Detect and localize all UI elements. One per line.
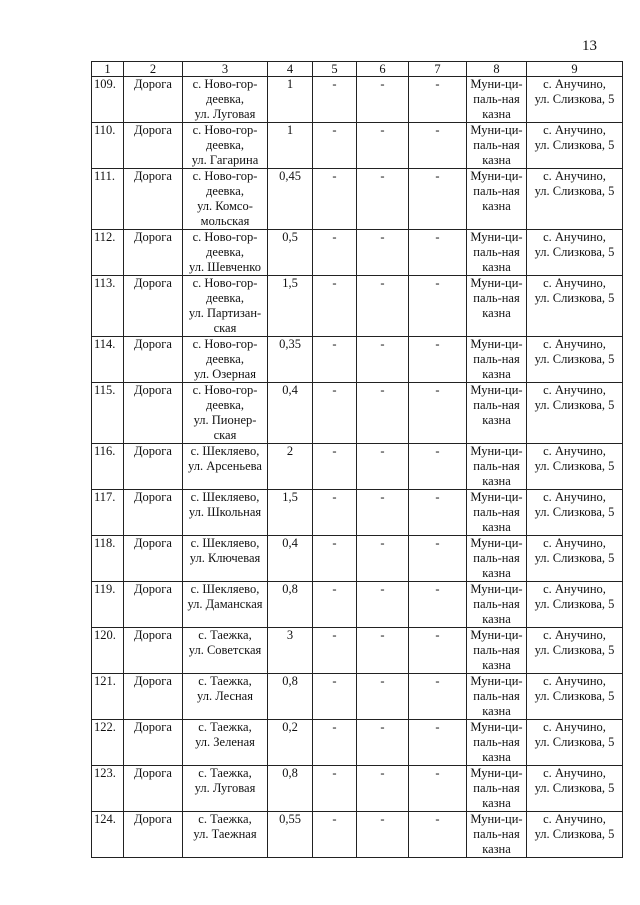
table-row	[92, 383, 623, 444]
table-row	[92, 766, 623, 812]
column-5-value: -	[313, 536, 357, 582]
row-number: 112.	[92, 230, 124, 276]
column-header: 4	[268, 62, 313, 77]
ownership-type: Муни-ци- паль-ная казна	[467, 628, 527, 674]
ownership-type: Муни-ци- паль-ная казна	[467, 276, 527, 337]
object-address: с. Таежка, ул. Зеленая	[183, 720, 268, 766]
object-name: Дорога	[124, 77, 183, 123]
road-length: 0,55	[268, 812, 313, 858]
column-7-value: -	[409, 123, 467, 169]
object-address: с. Шекляево, ул. Школьная	[183, 490, 268, 536]
holder-address: с. Анучино, ул. Слизкова, 5	[527, 383, 623, 444]
table-row	[92, 812, 623, 858]
table-row	[92, 77, 623, 123]
ownership-type: Муни-ци- паль-ная казна	[467, 123, 527, 169]
column-6-value: -	[357, 674, 409, 720]
column-5-value: -	[313, 674, 357, 720]
object-name: Дорога	[124, 628, 183, 674]
row-number: 123.	[92, 766, 124, 812]
holder-address: с. Анучино, ул. Слизкова, 5	[527, 490, 623, 536]
object-address: с. Шекляево, ул. Ключевая	[183, 536, 268, 582]
object-address: с. Ново-гор- деевка, ул. Луговая	[183, 77, 268, 123]
road-length: 0,8	[268, 582, 313, 628]
road-length: 0,45	[268, 169, 313, 230]
property-register-table	[91, 61, 623, 858]
object-address: с. Ново-гор- деевка, ул. Партизан- ская	[183, 276, 268, 337]
object-name: Дорога	[124, 276, 183, 337]
road-length: 0,8	[268, 766, 313, 812]
column-6-value: -	[357, 628, 409, 674]
object-address: с. Таежка, ул. Таежная	[183, 812, 268, 858]
table-row	[92, 490, 623, 536]
object-address: с. Таежка, ул. Лесная	[183, 674, 268, 720]
object-name: Дорога	[124, 169, 183, 230]
holder-address: с. Анучино, ул. Слизкова, 5	[527, 337, 623, 383]
column-5-value: -	[313, 337, 357, 383]
road-length: 0,4	[268, 536, 313, 582]
table-body	[92, 77, 623, 858]
column-header: 2	[124, 62, 183, 77]
holder-address: с. Анучино, ул. Слизкова, 5	[527, 536, 623, 582]
road-length: 1,5	[268, 276, 313, 337]
column-6-value: -	[357, 230, 409, 276]
column-7-value: -	[409, 628, 467, 674]
row-number: 118.	[92, 536, 124, 582]
ownership-type: Муни-ци- паль-ная казна	[467, 169, 527, 230]
road-length: 2	[268, 444, 313, 490]
column-6-value: -	[357, 536, 409, 582]
ownership-type: Муни-ци- паль-ная казна	[467, 582, 527, 628]
road-length: 0,8	[268, 674, 313, 720]
column-header: 3	[183, 62, 268, 77]
table-row	[92, 582, 623, 628]
column-6-value: -	[357, 337, 409, 383]
object-address: с. Ново-гор- деевка, ул. Комсо- мольская	[183, 169, 268, 230]
road-length: 3	[268, 628, 313, 674]
road-length: 1	[268, 77, 313, 123]
column-header: 1	[92, 62, 124, 77]
holder-address: с. Анучино, ул. Слизкова, 5	[527, 276, 623, 337]
object-name: Дорога	[124, 337, 183, 383]
column-5-value: -	[313, 582, 357, 628]
column-header: 5	[313, 62, 357, 77]
object-address: с. Шекляево, ул. Арсеньева	[183, 444, 268, 490]
column-6-value: -	[357, 276, 409, 337]
holder-address: с. Анучино, ул. Слизкова, 5	[527, 674, 623, 720]
object-name: Дорога	[124, 230, 183, 276]
column-header: 8	[467, 62, 527, 77]
ownership-type: Муни-ци- паль-ная казна	[467, 383, 527, 444]
column-header: 6	[357, 62, 409, 77]
holder-address: с. Анучино, ул. Слизкова, 5	[527, 77, 623, 123]
object-name: Дорога	[124, 490, 183, 536]
ownership-type: Муни-ци- паль-ная казна	[467, 812, 527, 858]
table-row	[92, 169, 623, 230]
ownership-type: Муни-ци- паль-ная казна	[467, 766, 527, 812]
object-name: Дорога	[124, 383, 183, 444]
table-row	[92, 123, 623, 169]
table-row	[92, 674, 623, 720]
column-7-value: -	[409, 444, 467, 490]
row-number: 120.	[92, 628, 124, 674]
holder-address: с. Анучино, ул. Слизкова, 5	[527, 444, 623, 490]
row-number: 115.	[92, 383, 124, 444]
holder-address: с. Анучино, ул. Слизкова, 5	[527, 582, 623, 628]
column-5-value: -	[313, 490, 357, 536]
table-row	[92, 444, 623, 490]
holder-address: с. Анучино, ул. Слизкова, 5	[527, 720, 623, 766]
row-number: 124.	[92, 812, 124, 858]
object-name: Дорога	[124, 536, 183, 582]
page-number: 13	[582, 38, 597, 54]
ownership-type: Муни-ци- паль-ная казна	[467, 230, 527, 276]
column-6-value: -	[357, 812, 409, 858]
road-length: 0,2	[268, 720, 313, 766]
ownership-type: Муни-ци- паль-ная казна	[467, 674, 527, 720]
column-5-value: -	[313, 766, 357, 812]
column-7-value: -	[409, 536, 467, 582]
column-6-value: -	[357, 77, 409, 123]
row-number: 119.	[92, 582, 124, 628]
ownership-type: Муни-ци- паль-ная казна	[467, 490, 527, 536]
object-name: Дорога	[124, 674, 183, 720]
column-5-value: -	[313, 77, 357, 123]
object-address: с. Шекляево, ул. Даманская	[183, 582, 268, 628]
table-row	[92, 720, 623, 766]
row-number: 110.	[92, 123, 124, 169]
column-6-value: -	[357, 766, 409, 812]
holder-address: с. Анучино, ул. Слизкова, 5	[527, 169, 623, 230]
object-address: с. Таежка, ул. Советская	[183, 628, 268, 674]
column-7-value: -	[409, 812, 467, 858]
row-number: 111.	[92, 169, 124, 230]
road-length: 1	[268, 123, 313, 169]
column-6-value: -	[357, 490, 409, 536]
holder-address: с. Анучино, ул. Слизкова, 5	[527, 230, 623, 276]
object-name: Дорога	[124, 720, 183, 766]
object-address: с. Таежка, ул. Луговая	[183, 766, 268, 812]
ownership-type: Муни-ци- паль-ная казна	[467, 720, 527, 766]
column-6-value: -	[357, 123, 409, 169]
column-7-value: -	[409, 169, 467, 230]
column-7-value: -	[409, 674, 467, 720]
column-7-value: -	[409, 276, 467, 337]
object-address: с. Ново-гор- деевка, ул. Гагарина	[183, 123, 268, 169]
table-row	[92, 628, 623, 674]
ownership-type: Муни-ци- паль-ная казна	[467, 536, 527, 582]
column-5-value: -	[313, 276, 357, 337]
column-5-value: -	[313, 169, 357, 230]
column-5-value: -	[313, 230, 357, 276]
ownership-type: Муни-ци- паль-ная казна	[467, 77, 527, 123]
column-7-value: -	[409, 582, 467, 628]
road-length: 0,4	[268, 383, 313, 444]
row-number: 113.	[92, 276, 124, 337]
row-number: 114.	[92, 337, 124, 383]
table-row	[92, 536, 623, 582]
road-length: 0,5	[268, 230, 313, 276]
column-7-value: -	[409, 383, 467, 444]
holder-address: с. Анучино, ул. Слизкова, 5	[527, 628, 623, 674]
column-6-value: -	[357, 720, 409, 766]
row-number: 117.	[92, 490, 124, 536]
column-number-header-row	[92, 62, 623, 77]
road-length: 0,35	[268, 337, 313, 383]
column-6-value: -	[357, 444, 409, 490]
column-5-value: -	[313, 123, 357, 169]
object-address: с. Ново-гор- деевка, ул. Пионер- ская	[183, 383, 268, 444]
ownership-type: Муни-ци- паль-ная казна	[467, 337, 527, 383]
holder-address: с. Анучино, ул. Слизкова, 5	[527, 812, 623, 858]
row-number: 109.	[92, 77, 124, 123]
object-name: Дорога	[124, 582, 183, 628]
column-7-value: -	[409, 230, 467, 276]
object-name: Дорога	[124, 766, 183, 812]
column-7-value: -	[409, 766, 467, 812]
column-6-value: -	[357, 582, 409, 628]
column-5-value: -	[313, 383, 357, 444]
row-number: 121.	[92, 674, 124, 720]
column-6-value: -	[357, 383, 409, 444]
row-number: 122.	[92, 720, 124, 766]
holder-address: с. Анучино, ул. Слизкова, 5	[527, 123, 623, 169]
object-address: с. Ново-гор- деевка, ул. Озерная	[183, 337, 268, 383]
column-5-value: -	[313, 812, 357, 858]
object-address: с. Ново-гор- деевка, ул. Шевченко	[183, 230, 268, 276]
column-7-value: -	[409, 337, 467, 383]
column-5-value: -	[313, 444, 357, 490]
ownership-type: Муни-ци- паль-ная казна	[467, 444, 527, 490]
table-row	[92, 230, 623, 276]
table-row	[92, 337, 623, 383]
object-name: Дорога	[124, 444, 183, 490]
object-name: Дорога	[124, 123, 183, 169]
column-6-value: -	[357, 169, 409, 230]
table-row	[92, 276, 623, 337]
column-5-value: -	[313, 720, 357, 766]
column-7-value: -	[409, 77, 467, 123]
road-length: 1,5	[268, 490, 313, 536]
holder-address: с. Анучино, ул. Слизкова, 5	[527, 766, 623, 812]
column-header: 7	[409, 62, 467, 77]
column-7-value: -	[409, 720, 467, 766]
row-number: 116.	[92, 444, 124, 490]
object-name: Дорога	[124, 812, 183, 858]
column-5-value: -	[313, 628, 357, 674]
column-7-value: -	[409, 490, 467, 536]
column-header: 9	[527, 62, 623, 77]
